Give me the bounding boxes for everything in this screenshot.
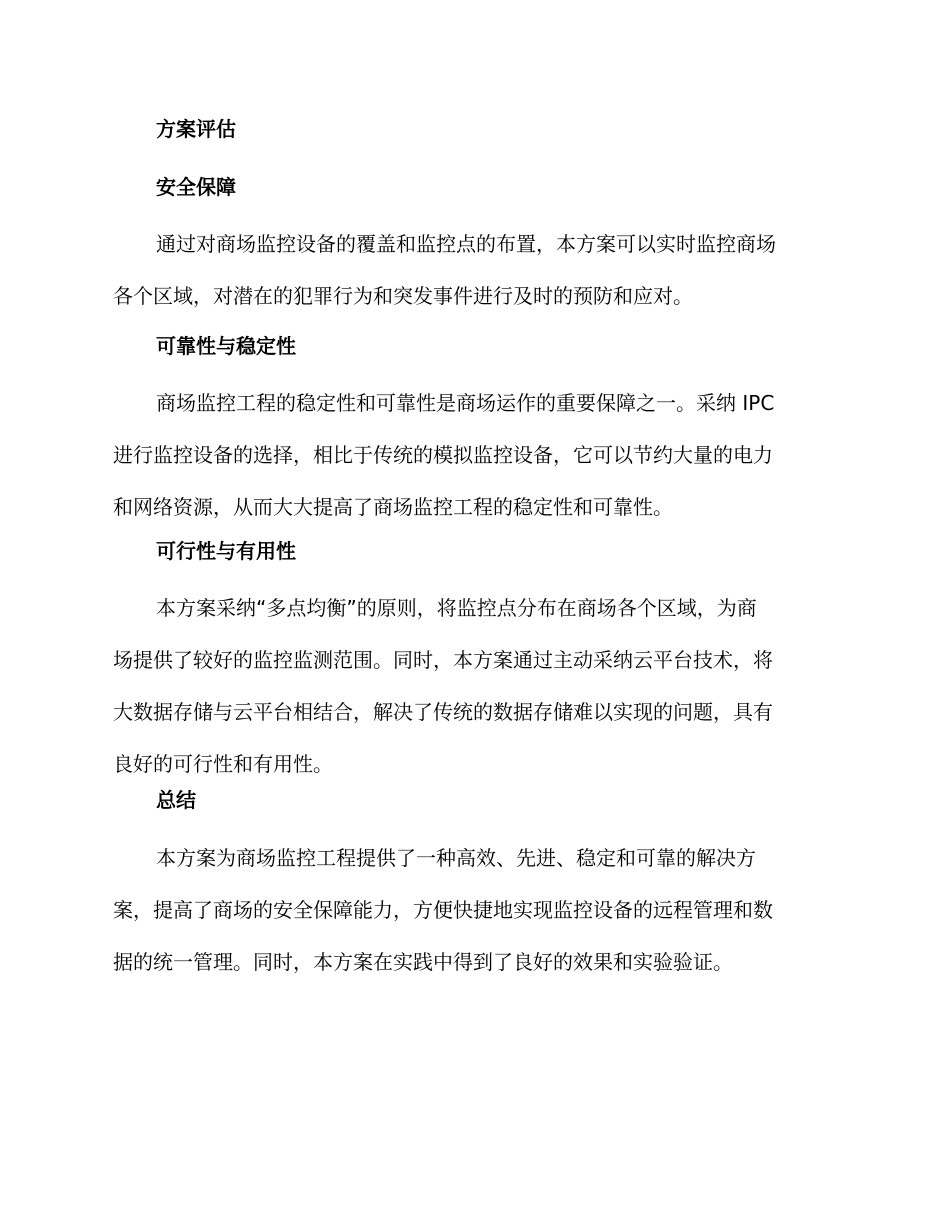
paragraph-line: 据的统一管理。同时，本方案在实践中得到了良好的效果和实验验证。	[113, 950, 733, 974]
paragraph-line: 通过对商场监控设备的覆盖和监控点的布置，本方案可以实时监控商场	[156, 232, 776, 256]
paragraph-summary	[113, 832, 833, 988]
heading-security: 安全保障	[156, 175, 236, 199]
heading-evaluation: 方案评估	[156, 117, 236, 141]
paragraph-line: 案，提高了商场的安全保障能力，方便快捷地实现监控设备的远程管理和数	[113, 898, 773, 922]
paragraph-line: 商场监控工程的稳定性和可靠性是商场运作的重要保障之一。采纳 IPC	[156, 391, 775, 415]
paragraph-line: 本方案为商场监控工程提供了一种高效、先进、稳定和可靠的解决方	[156, 846, 756, 870]
heading-reliability: 可靠性与稳定性	[156, 334, 296, 358]
paragraph-reliability	[113, 377, 833, 533]
paragraph-line: 本方案采纳“多点均衡”的原则，将监控点分布在商场各个区域，为商	[156, 596, 757, 620]
paragraph-line: 大数据存储与云平台相结合，解决了传统的数据存储难以实现的问题，具有	[113, 700, 773, 724]
paragraph-line: 良好的可行性和有用性。	[113, 752, 333, 776]
paragraph-line: 场提供了较好的监控监测范围。同时，本方案通过主动采纳云平台技术，将	[113, 648, 773, 672]
paragraph-security	[113, 218, 833, 322]
paragraph-feasibility	[113, 582, 833, 790]
paragraph-line: 各个区域，对潜在的犯罪行为和突发事件进行及时的预防和应对。	[113, 284, 693, 308]
paragraph-line: 进行监控设备的选择，相比于传统的模拟监控设备，它可以节约大量的电力	[113, 443, 773, 467]
heading-summary: 总结	[156, 788, 196, 812]
heading-feasibility: 可行性与有用性	[156, 539, 296, 563]
paragraph-line: 和网络资源，从而大大提高了商场监控工程的稳定性和可靠性。	[113, 495, 673, 519]
